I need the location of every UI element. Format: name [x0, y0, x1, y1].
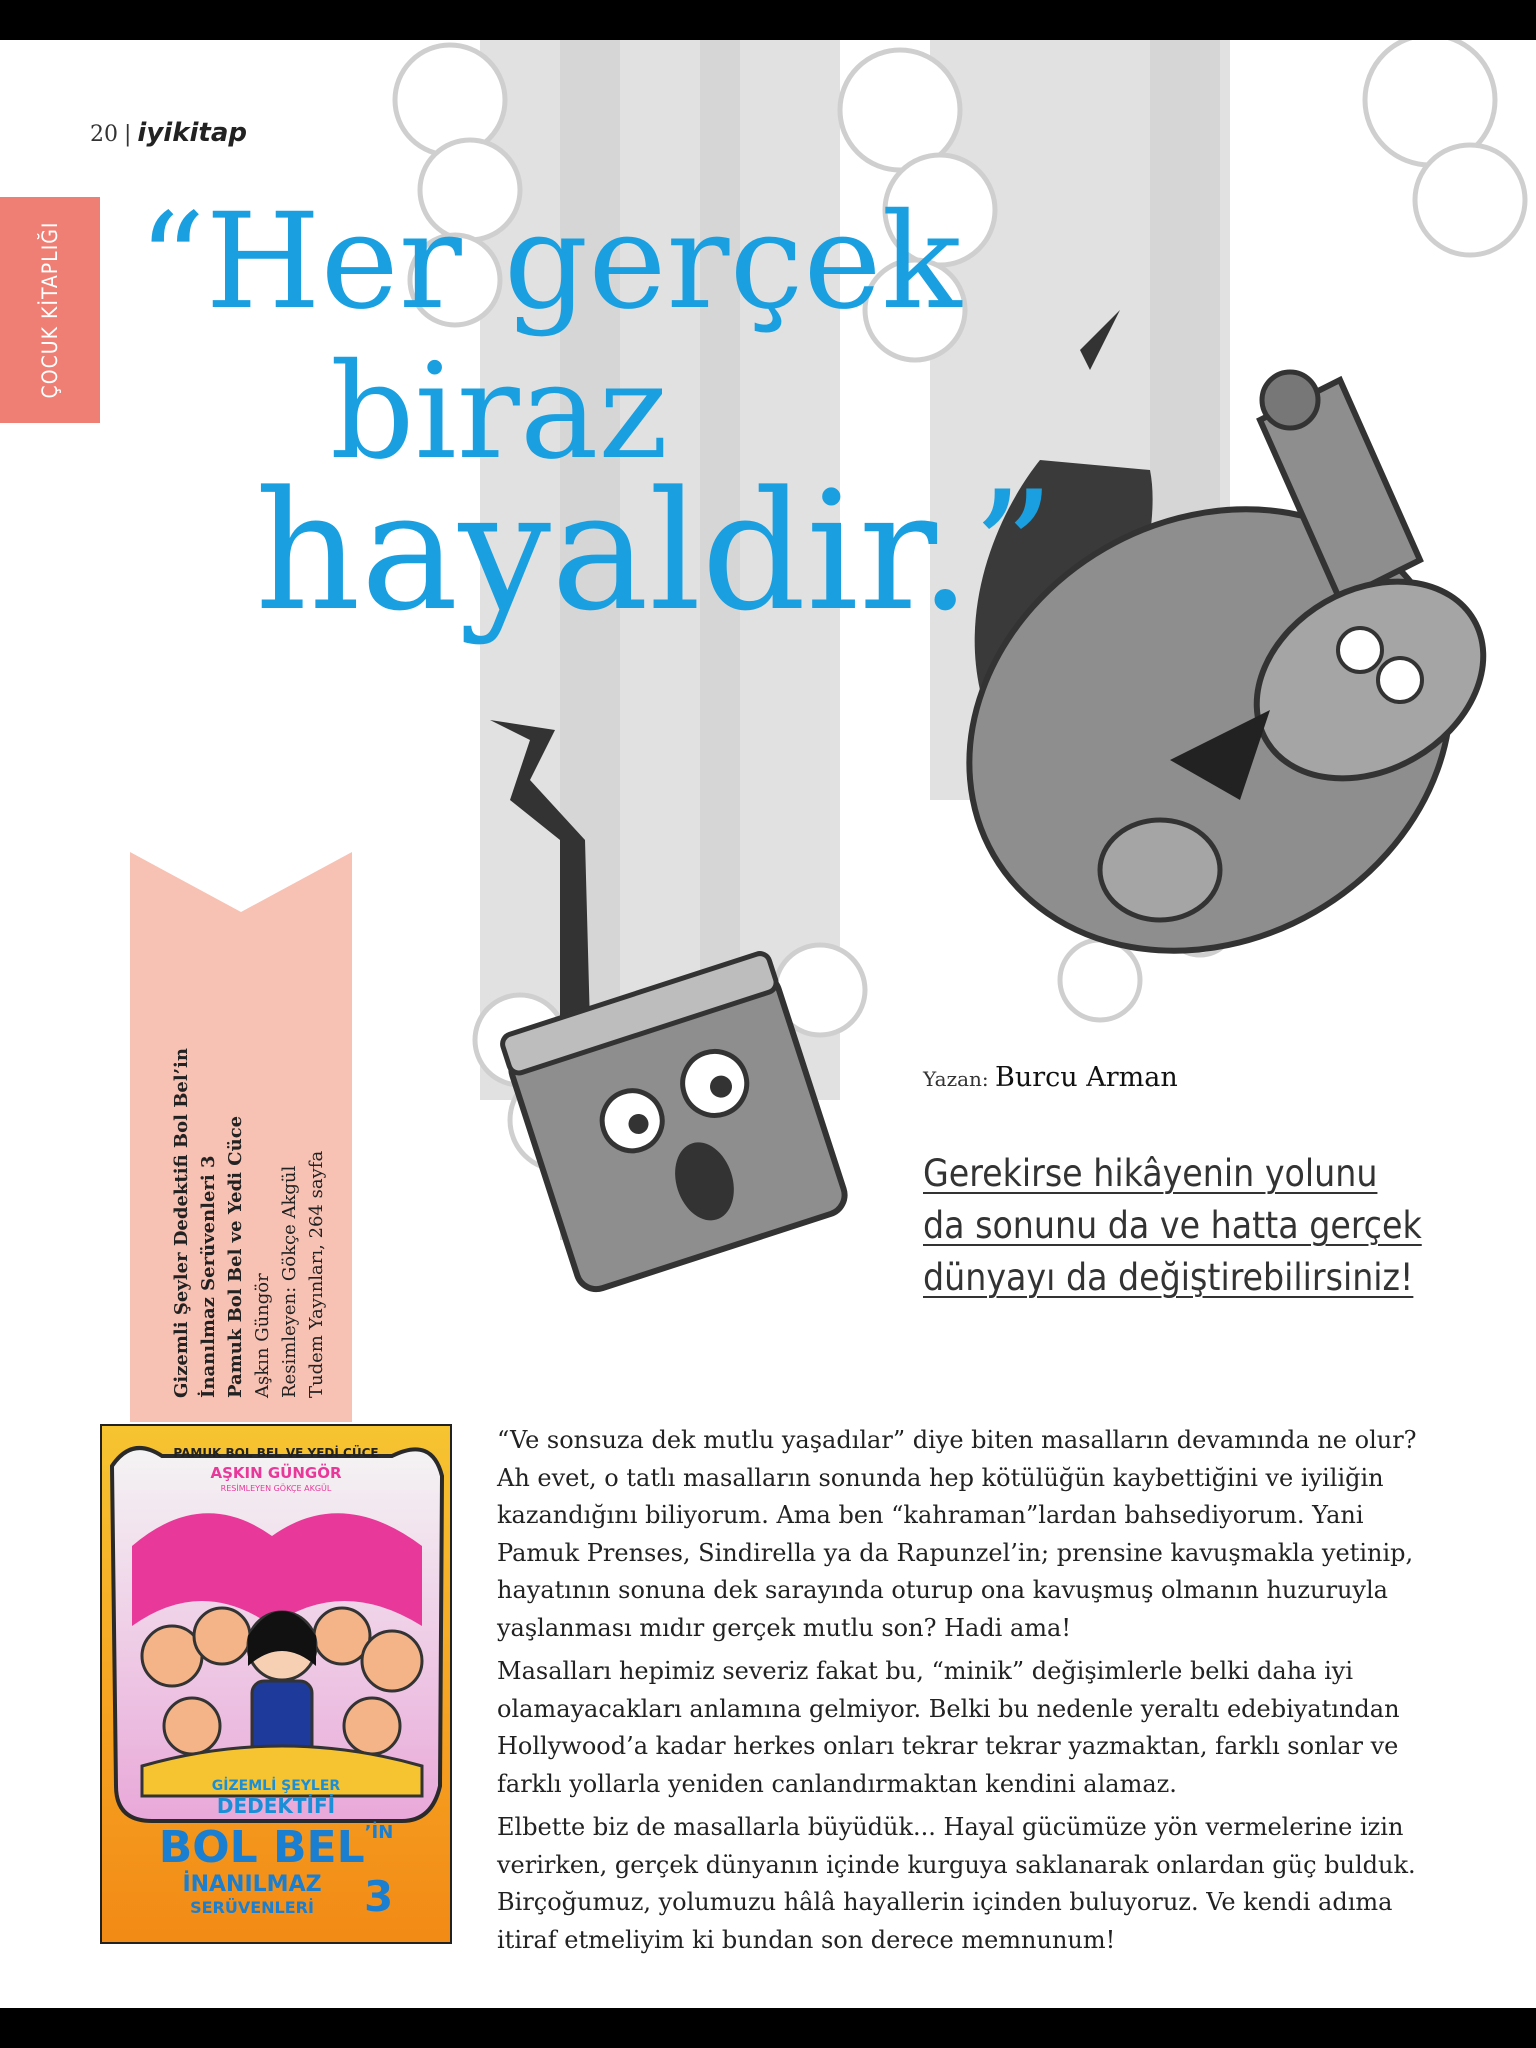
- pull-quote-line-1: “Her gerçek: [138, 185, 962, 339]
- author-name: Burcu Arman: [995, 1062, 1178, 1093]
- pull-quote-line-2: biraz: [330, 335, 669, 489]
- page-header: [90, 118, 247, 148]
- cover-top-line: PAMUK BOL BEL VE YEDİ CÜCE: [173, 1446, 379, 1460]
- section-tab: [0, 197, 100, 423]
- book-illustrator: Resimleyen: Gökçe Akgül: [279, 1165, 300, 1398]
- cover-hero-suffix: ’İN: [364, 1822, 394, 1843]
- body-paragraph-1: “Ve sonsuza dek mutlu yaşadılar” diye biten masalların devamında ne olur? Ah evet, o tatlı masalların sonunda hep kötülüğün kaybettiğini ve iyiliğin kazandığını biliyorum. Ama ben “kahraman”lardan bahsediyorum. Yani Pamuk Prenses, Sindirella ya da Rapunzel’in; prensine kavuşmakla yetinip, hayatının sonuna dek sarayında oturup ona kavuşmuş olmanın huzuruyla yaşlanması mıdır gerçek mutlu son? Hadi ama!: [497, 1426, 1417, 1642]
- pull-quote-line-3: hayaldir.”: [255, 456, 1056, 647]
- book-cover-image: [100, 1424, 452, 1944]
- book-title-line-1: Gizemli Şeyler Dedektifi Bol Bel’in: [171, 1048, 192, 1398]
- teaser-line-2: da sonunu da ve hatta gerçek: [923, 1204, 1422, 1247]
- magazine-logo: iyikitap: [137, 118, 247, 148]
- author-line: [923, 1062, 1178, 1093]
- cover-author: AŞKIN GÜNGÖR: [210, 1464, 342, 1482]
- book-title-line-3: Pamuk Bol Bel ve Yedi Cüce: [225, 1115, 246, 1398]
- cover-hero-title: [102, 1822, 450, 1873]
- cover-series-line-2: DEDEKTİFİ: [216, 1794, 336, 1818]
- cover-sub-line-2: SERÜVENLERİ: [190, 1898, 314, 1917]
- page-number: 20: [90, 122, 118, 147]
- body-paragraph-2: Masalları hepimiz severiz fakat bu, “minik” değişimlerle belki daha iyi olamayacakları anlamına gelmiyor. Belki bu nedenle yeraltı edebiyatından Hollywood’a kadar herkes onları tekrar tekrar yazmaktan, farklı sonlar ve farklı yollarla yeniden canlandırmaktan kendini alamaz.: [497, 1657, 1400, 1798]
- body-paragraph-3: Elbette biz de masallarla büyüdük... Hayal gücümüze yön vermelerine izin verirken, gerçek dünyanın içinde kurguya saklanarak onlardan güç bulduk. Birçoğumuz, yolumuzu hâlâ hayallerin içinden buluyoruz. Ve kendi adıma itiraf etmeliyim ki bundan son derece memnunum!: [497, 1813, 1416, 1954]
- header-separator: |: [124, 122, 132, 147]
- cover-illustrator: RESİMLEYEN GÖKÇE AKGÜL: [220, 1484, 332, 1493]
- cover-sub-line-1: İNANILMAZ: [182, 1872, 322, 1897]
- author-label: Yazan:: [923, 1067, 989, 1091]
- teaser-line-1: Gerekirse hikâyenin yolunu: [923, 1152, 1378, 1195]
- article-body: [497, 1422, 1417, 1965]
- section-label: ÇOCUK KİTAPLIĞI: [38, 221, 62, 399]
- teaser-text: [923, 1148, 1422, 1304]
- cover-volume: 3: [364, 1872, 394, 1921]
- book-author: Aşkın Güngör: [252, 1273, 273, 1398]
- teaser-line-3: dünyayı da değiştirebilirsiniz!: [923, 1256, 1414, 1299]
- book-info: [168, 878, 330, 1398]
- magazine-page: [0, 40, 1536, 2008]
- book-publisher: Tudem Yayınları, 264 sayfa: [306, 1150, 327, 1398]
- cover-series-line-1: GİZEMLİ ŞEYLER: [211, 1778, 341, 1794]
- cover-characters-icon: [142, 1608, 422, 1796]
- book-title-line-2: İnanılmaz Serüvenleri 3: [198, 1155, 219, 1398]
- cover-hero-name: BOL BEL: [158, 1822, 365, 1873]
